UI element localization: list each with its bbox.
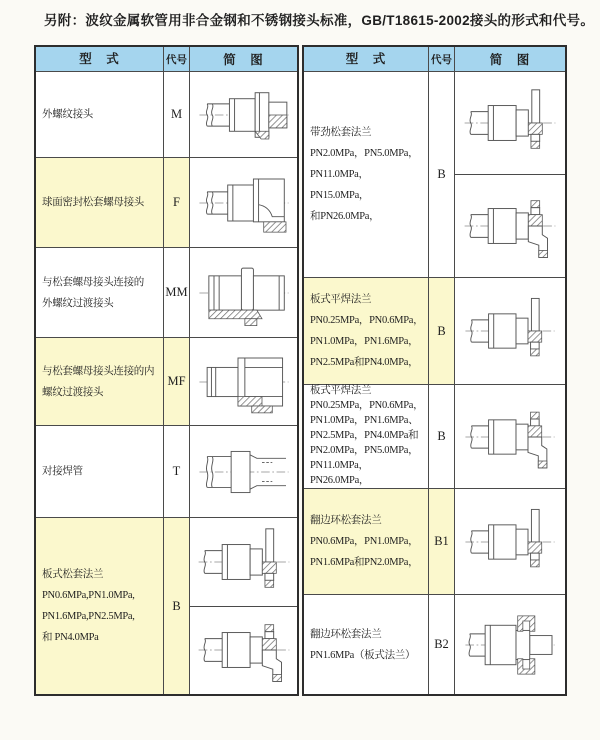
diagram-cell — [190, 338, 297, 425]
table-row — [304, 595, 565, 694]
table-row — [36, 338, 297, 426]
table-row — [36, 248, 297, 338]
diagram-cell — [455, 595, 565, 694]
type-cell: 与松套螺母接头连接的内 螺纹过渡接头 — [36, 338, 164, 425]
type-cell: 球面密封松套螺母接头 — [36, 158, 164, 247]
table-row — [304, 278, 565, 385]
header-row — [36, 47, 297, 72]
flange-down-diagram — [462, 187, 558, 265]
table-row — [304, 385, 565, 489]
male-thread-diagram — [194, 79, 294, 151]
diagram-subcell — [455, 175, 565, 277]
male-female-diagram — [194, 346, 294, 418]
swivel-nut-diagram — [194, 167, 294, 239]
header-type: 型 式 — [36, 47, 164, 71]
code-cell: B — [429, 385, 455, 488]
flange-down-diagram — [460, 401, 560, 473]
type-cell: 板式松套法兰 PN0.6MPa,PN1.0MPa, PN1.6MPa,PN2.5MPa, 和 PN4.0MPa — [36, 518, 164, 694]
butt-weld-diagram — [194, 436, 294, 508]
code-cell: M — [164, 72, 190, 157]
flange-up-diagram — [460, 295, 560, 367]
flange-down-diagram — [196, 611, 292, 689]
type-cell: 外螺纹接头 — [36, 72, 164, 157]
table-row — [36, 72, 297, 158]
code-cell: B1 — [429, 489, 455, 594]
code-cell: B — [429, 72, 455, 277]
table-left — [34, 45, 299, 696]
diagram-cell — [190, 72, 297, 157]
diagram-subcell — [190, 607, 297, 695]
type-cell: 与松套螺母接头连接的 外螺纹过渡接头 — [36, 248, 164, 337]
diagram-cell — [190, 158, 297, 247]
code-cell: F — [164, 158, 190, 247]
flange-up-diagram — [196, 523, 292, 601]
code-cell: B — [429, 278, 455, 384]
header-code: 代号 — [164, 47, 190, 71]
diagram-subcell — [190, 518, 297, 607]
diagram-cell — [190, 426, 297, 517]
type-cell: 板式平焊法兰 PN0.25MPa，PN0.6MPa， PN1.0MPa，PN1.6MPa， PN2.5MPa和PN4.0MPa， — [304, 278, 429, 384]
diagram-cell — [190, 248, 297, 337]
diagram-subcell — [455, 72, 565, 175]
type-cell: 翻边环松套法兰 PN0.6MPa，PN1.0MPa， PN1.6MPa和PN2.0MPa， — [304, 489, 429, 594]
table-row — [36, 158, 297, 248]
type-cell: 带劲松套法兰 PN2.0MPa，PN5.0MPa， PN11.0MPa，PN15.0MPa， 和PN26.0MPa， — [304, 72, 429, 277]
header-type: 型 式 — [304, 47, 429, 71]
table-row — [36, 426, 297, 518]
type-cell: 对接焊管 — [36, 426, 164, 517]
code-cell: B — [164, 518, 190, 694]
type-cell: 翻边环松套法兰 PN1.6MPa（板式法兰） — [304, 595, 429, 694]
doc-title: 另附：波纹金属软管用非合金钢和不锈钢接头标准，GB/T18615-2002接头的形式和代号。 — [44, 13, 595, 28]
type-cell: 板式平焊法兰 PN0.25MPa，PN0.6MPa， PN1.0MPa，PN1.6MPa、 PN2.5MPa，PN4.0MPa和 PN2.0MPa，PN5.0MPa， PN11.0MPa，PN26.0MPa， — [304, 385, 429, 488]
double-male-diagram — [194, 257, 294, 329]
code-cell: MM — [164, 248, 190, 337]
collar-flange-diagram — [460, 609, 560, 681]
code-cell: MF — [164, 338, 190, 425]
code-cell: B2 — [429, 595, 455, 694]
header-row — [304, 47, 565, 72]
diagram-cell — [455, 72, 565, 277]
header-code: 代号 — [429, 47, 455, 71]
diagram-cell — [190, 518, 297, 694]
table-row — [304, 72, 565, 278]
header-diagram: 简 图 — [455, 47, 565, 71]
diagram-cell — [455, 489, 565, 594]
table-right — [302, 45, 567, 696]
diagram-cell — [455, 278, 565, 384]
header-diagram: 简 图 — [190, 47, 297, 71]
flange-up-diagram — [462, 84, 558, 162]
fittings-table — [34, 45, 567, 696]
table-row — [304, 489, 565, 595]
diagram-cell — [455, 385, 565, 488]
table-row — [36, 518, 297, 694]
flange-up-diagram — [460, 506, 560, 578]
code-cell: T — [164, 426, 190, 517]
